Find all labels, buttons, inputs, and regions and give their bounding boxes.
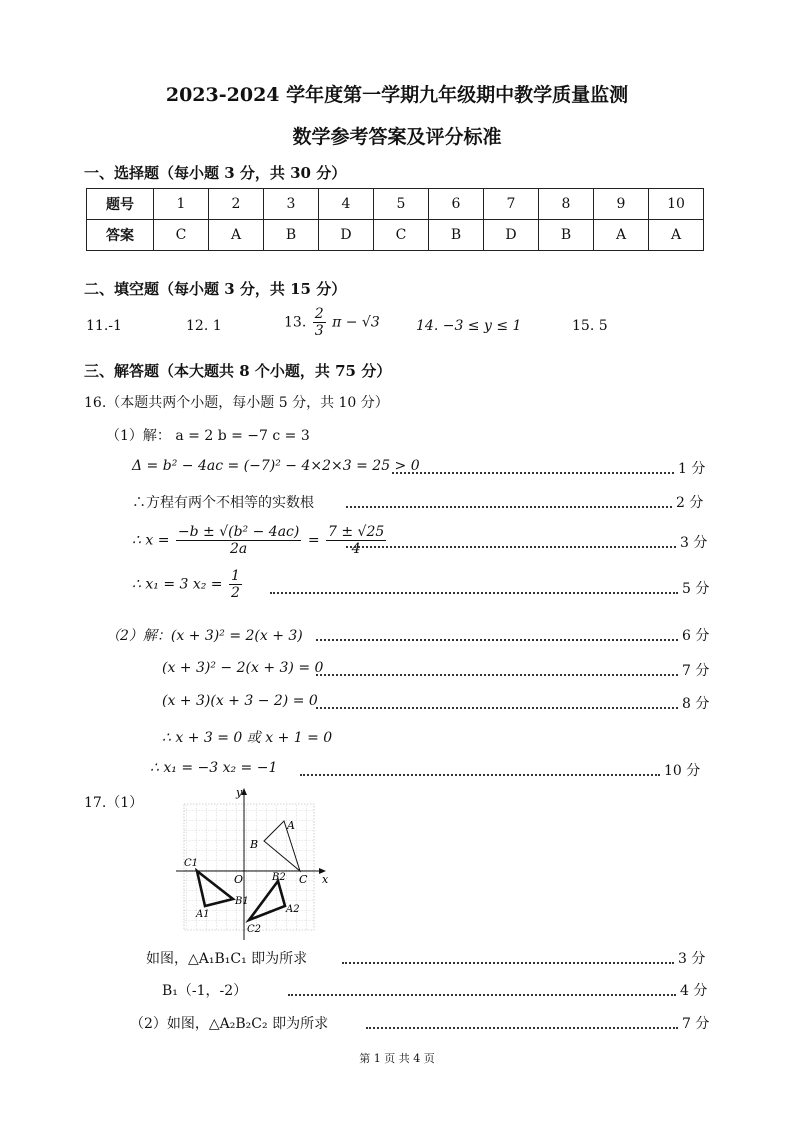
answer-cell: A bbox=[209, 220, 264, 251]
q16-1-line3-prefix: ∴ x = bbox=[132, 532, 170, 549]
section1-heading: 一、选择题（每小题 3 分，共 30 分） bbox=[84, 164, 347, 182]
page-subtitle: 数学参考答案及评分标准 bbox=[292, 126, 502, 148]
row-label: 题号 bbox=[87, 189, 154, 220]
score-mark: 6 分 bbox=[682, 628, 710, 644]
dot-leader bbox=[342, 962, 674, 964]
section2-heading: 二、填空题（每小题 3 分，共 15 分） bbox=[84, 280, 347, 298]
dot-leader bbox=[270, 592, 678, 594]
score-mark: 10 分 bbox=[664, 763, 701, 779]
q16-2-line2: (x + 3)² − 2(x + 3) = 0 bbox=[162, 660, 324, 676]
table-row bbox=[87, 189, 704, 220]
score-mark: 3 分 bbox=[678, 951, 706, 967]
value-denominator: 4 bbox=[351, 541, 361, 558]
dot-leader bbox=[366, 1027, 678, 1029]
answer-cell: C bbox=[154, 220, 209, 251]
q17-heading: 17.（1） bbox=[84, 795, 144, 811]
question-number: 2 bbox=[209, 189, 264, 220]
question-number: 1 bbox=[154, 189, 209, 220]
question-number: 5 bbox=[374, 189, 429, 220]
q17-line3: （2）如图，△A₂B₂C₂ 即为所求 bbox=[130, 1016, 329, 1032]
q13-rest: π − √3 bbox=[332, 314, 380, 331]
q13-label: 13. bbox=[284, 314, 307, 331]
question-number: 4 bbox=[319, 189, 374, 220]
answer-cell: A bbox=[594, 220, 649, 251]
score-mark: 5 分 bbox=[682, 581, 710, 597]
score-mark: 7 分 bbox=[682, 1016, 710, 1032]
point-b1-label: B1 bbox=[235, 896, 249, 907]
fill-answer-11: 11.-1 bbox=[86, 318, 122, 334]
answer-cell: B bbox=[264, 220, 319, 251]
point-a-label: A bbox=[287, 819, 295, 832]
q16-2-line5: ∴ x₁ = −3 x₂ = −1 bbox=[150, 760, 278, 776]
point-a2-label: A2 bbox=[286, 904, 300, 915]
dot-leader bbox=[288, 994, 676, 996]
formula-numerator: −b ± √(b² − 4ac) bbox=[177, 524, 300, 540]
dot-leader bbox=[300, 774, 660, 776]
question-number: 3 bbox=[264, 189, 319, 220]
q16-heading: 16.（本题共两个小题，每小题 5 分，共 10 分） bbox=[84, 395, 389, 411]
point-c2-label: C2 bbox=[247, 924, 262, 935]
question-number: 6 bbox=[429, 189, 484, 220]
value-numerator: 7 ± √25 bbox=[328, 524, 385, 540]
score-mark: 1 分 bbox=[678, 461, 706, 477]
point-b-label: B bbox=[250, 838, 259, 851]
y-axis-label: y bbox=[236, 786, 243, 799]
question-number: 10 bbox=[649, 189, 704, 220]
root-denominator: 2 bbox=[231, 585, 240, 602]
score-mark: 2 分 bbox=[676, 495, 704, 511]
question-number: 7 bbox=[484, 189, 539, 220]
page-title: 2023-2024 学年度第一学期九年级期中教学质量监测 bbox=[165, 84, 629, 106]
answer-cell: A bbox=[649, 220, 704, 251]
fill-answer-15: 15. 5 bbox=[572, 318, 608, 334]
q16-2-line3: (x + 3)(x + 3 − 2) = 0 bbox=[162, 693, 318, 709]
q16-1-line1: Δ = b² − 4ac = (−7)² − 4×2×3 = 25 > 0 bbox=[132, 458, 420, 474]
point-a1-label: A1 bbox=[196, 909, 210, 920]
q16-1-line3 bbox=[132, 524, 388, 557]
q13-numerator: 2 bbox=[314, 306, 324, 322]
q16-2-line1: （2）解：(x + 3)² = 2(x + 3) bbox=[106, 628, 303, 644]
coordinate-grid bbox=[176, 780, 336, 940]
answer-cell: B bbox=[539, 220, 594, 251]
q16-1-line2: ∴方程有两个不相等的实数根 bbox=[132, 495, 314, 511]
q17-line2: B₁（-1，-2） bbox=[162, 983, 248, 999]
dot-leader bbox=[346, 506, 672, 508]
q16-1-line4-prefix: ∴ x₁ = 3 x₂ = bbox=[132, 576, 223, 593]
dot-leader bbox=[316, 707, 678, 709]
dot-leader bbox=[392, 472, 674, 474]
root-numerator: 1 bbox=[231, 568, 240, 584]
score-mark: 7 分 bbox=[682, 663, 710, 679]
answer-cell: C bbox=[374, 220, 429, 251]
q16-1-intro: （1）解： a = 2 b = −7 c = 3 bbox=[106, 428, 310, 444]
fill-answer-12: 12. 1 bbox=[186, 318, 222, 334]
score-mark: 8 分 bbox=[682, 696, 710, 712]
fill-answer-13 bbox=[284, 306, 380, 339]
fill-answer-14: 14. −3 ≤ y ≤ 1 bbox=[416, 318, 522, 334]
x-axis-label: x bbox=[322, 873, 329, 886]
section3-heading: 三、解答题（本大题共 8 个小题，共 75 分） bbox=[84, 362, 392, 380]
q16-2-line4: ∴ x + 3 = 0 或 x + 1 = 0 bbox=[162, 730, 333, 746]
table-row bbox=[87, 220, 704, 251]
q17-line1: 如图，△A₁B₁C₁ 即为所求 bbox=[146, 951, 308, 967]
point-c-label: C bbox=[299, 873, 308, 886]
q13-denominator: 3 bbox=[314, 323, 324, 340]
question-number: 8 bbox=[539, 189, 594, 220]
point-b2-label: B2 bbox=[272, 872, 286, 883]
formula-denominator: 2a bbox=[229, 541, 248, 558]
point-c1-label: C1 bbox=[184, 858, 199, 869]
row-label: 答案 bbox=[87, 220, 154, 251]
score-mark: 4 分 bbox=[680, 983, 708, 999]
answer-table bbox=[86, 188, 704, 251]
answer-cell: D bbox=[484, 220, 539, 251]
dot-leader bbox=[316, 674, 678, 676]
answer-cell: D bbox=[319, 220, 374, 251]
question-number: 9 bbox=[594, 189, 649, 220]
page-footer: 第 1 页 共 4 页 bbox=[359, 1052, 435, 1065]
q16-1-line4 bbox=[132, 568, 244, 601]
equals-sign: = bbox=[307, 532, 320, 549]
dot-leader bbox=[346, 546, 676, 548]
origin-label: O bbox=[234, 873, 244, 886]
score-mark: 3 分 bbox=[680, 535, 708, 551]
dot-leader bbox=[316, 639, 678, 641]
answer-cell: B bbox=[429, 220, 484, 251]
